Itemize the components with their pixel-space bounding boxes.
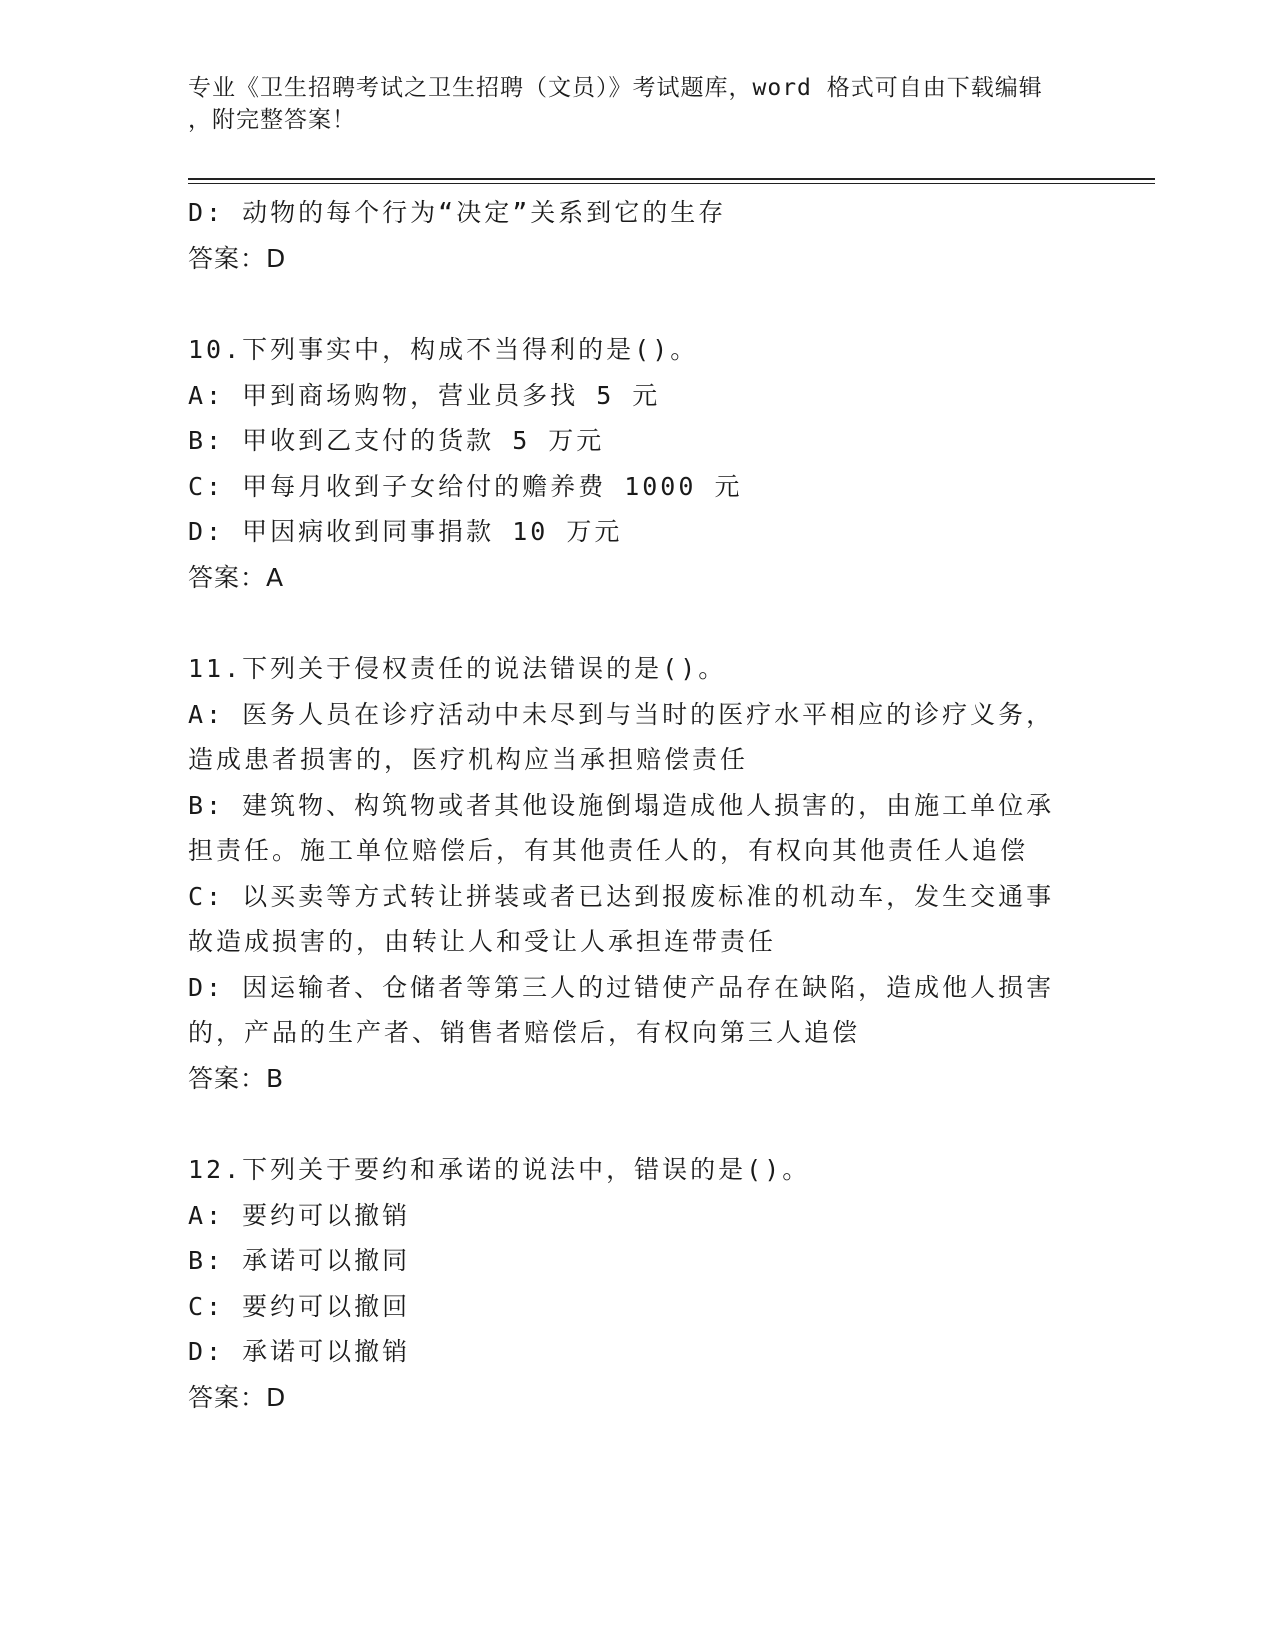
spacer [188,282,1088,328]
question-content [188,190,1088,1421]
option-d: D: 甲因病收到同事捐款 10 万元 [188,517,623,546]
option-c-continued: 故造成损害的，由转让人和受让人承担连带责任 [188,927,777,956]
option-b: B: 承诺可以撤同 [188,1246,411,1275]
option-c: C: 要约可以撤回 [188,1291,411,1321]
option-a: A: 医务人员在诊疗活动中未尽到与当时的医疗水平相应的诊疗义务， [188,699,1055,729]
question-12 [188,1147,1088,1421]
option-a: A: 甲到商场购物，营业员多找 5 元 [188,380,661,410]
header-divider-top [188,178,1155,180]
carryover-block [188,190,1088,282]
option-a: A: 要约可以撤销 [188,1200,411,1230]
option-b-continued: 担责任。施工单位赔偿后，有其他责任人的，有权向其他责任人追偿 [188,836,1029,865]
option-c: C: 以买卖等方式转让拼装或者已达到报废标准的机动车，发生交通事 [188,881,1055,911]
question-10 [188,327,1088,601]
header-line-1: 专业《卫生招聘考试之卫生招聘（文员）》考试题库，word 格式可自由下载编辑 [188,75,1043,101]
option-d: D: 动物的每个行为“决定”关系到它的生存 [188,198,727,227]
option-b: B: 甲收到乙支付的货款 5 万元 [188,426,605,455]
answer-line: 答案：A [188,562,285,592]
question-stem: 12.下列关于要约和承诺的说法中，错误的是()。 [188,1155,811,1184]
header-line-2: ，附完整答案！ [188,107,356,133]
answer-line: 答案：D [188,243,287,273]
header-divider-bottom [188,183,1155,184]
option-a-continued: 造成患者损害的，医疗机构应当承担赔偿责任 [188,745,749,774]
option-d-continued: 的，产品的生产者、销售者赔偿后，有权向第三人追偿 [188,1018,861,1047]
option-c: C: 甲每月收到子女给付的赡养费 1000 元 [188,471,743,501]
question-stem: 11.下列关于侵权责任的说法错误的是()。 [188,654,727,683]
option-d: D: 因运输者、仓储者等第三人的过错使产品存在缺陷，造成他人损害 [188,972,1055,1002]
option-b: B: 建筑物、构筑物或者其他设施倒塌造成他人损害的，由施工单位承 [188,790,1055,820]
answer-line: 答案：D [188,1382,287,1412]
question-stem: 10.下列事实中，构成不当得利的是()。 [188,335,699,364]
spacer [188,601,1088,647]
question-11 [188,646,1088,1102]
document-header [188,72,1068,136]
answer-line: 答案：B [188,1063,285,1093]
spacer [188,1102,1088,1148]
option-d: D: 承诺可以撤销 [188,1337,411,1366]
